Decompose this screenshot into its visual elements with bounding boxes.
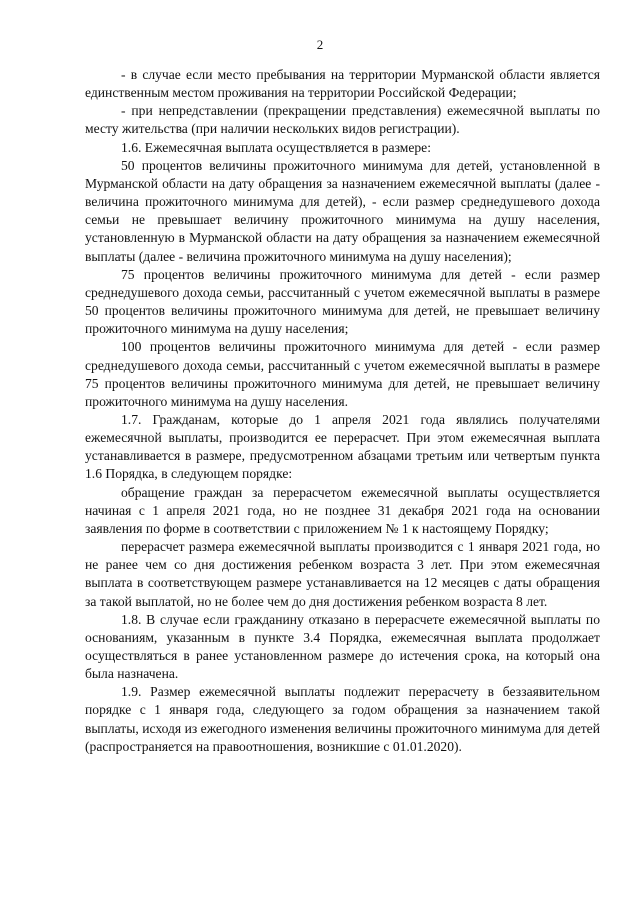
paragraph-1-7: 1.7. Гражданам, которые до 1 апреля 2021 года являлись получателями ежемесячной выплаты, производится ее перерасчет. При этом ежемесячная выплата устанавливается в размере, предусмотренном абзацами третьим или четвертым пункта 1.6 Порядка, в следующем порядке:: [85, 411, 600, 482]
paragraph-1-8: 1.8. В случае если гражданину отказано в перерасчете ежемесячной выплаты по основаниям, указанным в пункте 3.4 Порядка, ежемесячная выплата продолжает осуществляться в ранее установленном размере до истечения срока, на который она была назначена.: [85, 611, 600, 682]
document-body: [85, 66, 600, 756]
paragraph-50-percent: 50 процентов величины прожиточного минимума для детей, установленной в Мурманской области на дату обращения за назначением ежемесячной выплаты (далее - величина прожиточного минимума для детей), - если размер среднедушевого дохода семьи не превышает величину прожиточного минимума на душу населения, установленную в Мурманской области на дату обращения за назначением ежемесячной выплаты (далее - величина прожиточного минимума на душу населения);: [85, 157, 600, 264]
paragraph-100-percent: 100 процентов величины прожиточного минимума для детей - если размер среднедушевого дохода семьи, рассчитанный с учетом ежемесячной выплаты в размере 75 процентов величины прожиточного минимума для детей, не превышает величину прожиточного минимума на душу населения.: [85, 339, 600, 409]
paragraph-non-submission: - при непредставлении (прекращении представления) ежемесячной выплаты по месту жительства (при наличии нескольких видов регистрации).: [85, 103, 600, 137]
page-number: 2: [316, 37, 324, 52]
paragraph-1-6-heading: 1.6. Ежемесячная выплата осуществляется в размере:: [121, 139, 431, 155]
paragraph-stay-only-residence: - в случае если место пребывания на территории Мурманской области является единственным местом проживания на территории Российской Федерации;: [85, 67, 600, 101]
paragraph-1-9: 1.9. Размер ежемесячной выплаты подлежит перерасчету в беззаявительном порядке с 1 января года, следующего за годом обращения за назначением такой выплаты, исходя из ежегодного изменения величины прожиточного минимума для детей (распространяется на правоотношения, возникшие с 01.01.2020).: [85, 684, 600, 754]
paragraph-recalc-amount: перерасчет размера ежемесячной выплаты производится с 1 января 2021 года, но не ранее чем со дня достижения ребенком возраста 3 лет. При этом ежемесячная выплата в соответствующем размере устанавливается на 12 месяцев с даты обращения за такой выплатой, но не более чем до дня достижения ребенком возраста 8 лет.: [85, 539, 600, 609]
paragraph-recalc-application: обращение граждан за перерасчетом ежемесячной выплаты осуществляется начиная с 1 апреля 2021 года, но не позднее 31 декабря 2021 года на основании заявления по форме в соответствии с приложением № 1 к настоящему Порядку;: [85, 484, 600, 536]
paragraph-75-percent: 75 процентов величины прожиточного минимума для детей - если размер среднедушевого дохода семьи, рассчитанный с учетом ежемесячной выплаты в размере 50 процентов величины прожиточного минимума для детей, не превышает величину прожиточного минимума на душу населения;: [85, 266, 600, 337]
